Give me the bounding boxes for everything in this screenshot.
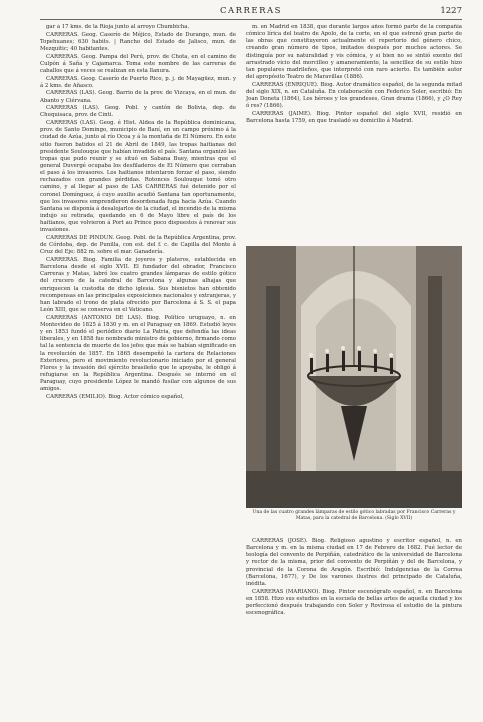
entry-text: CARRERAS (JOSÉ). Biog. Religioso agustino y escritor español, n. en Barcelona y m. en la misma ciudad en 17 de Febrero de 1682. Fué lector de teología del convento de Perpiñán, catedrático de la universidad de Barcelona y rector de la misma, prior del convento de Perpiñán y del de Barcelona, y provincial de la Corona de Aragón. Escribió: Indulgencias de la Correa (Barcelona, 1677), y De los varones ilustres del principado de Cataluña, inédita.: [246, 538, 462, 587]
entry-text: m. en Madrid en 1838, que durante largos años formó parte de la compañía cómico lírica del teatro de Apolo, de la corte, en el que estrenó gran parte de las obras que constituyeron actualmente el repertorio del género chico, creando gran número de tipos, imitados después por muchos actores. Se distinguía por su naturalidad y vis cómica, y si bien no se sintió exento del arrastrado vicio del morcilleo y amaneramiento, la sencillez de su estilo hizo tan populares madrileños, que interpretó con raro acierto. Es también autor del apropósito Teatro de Maravillas (1886).: [246, 24, 462, 81]
dictionary-entry: [246, 24, 462, 81]
page-number: 1227: [440, 6, 462, 16]
dictionary-entry: [40, 315, 236, 394]
page-header: [40, 6, 462, 18]
dictionary-entry: [40, 32, 236, 53]
figure-caption: Una de las cuatro grandes lámparas de estilo gótico labradas por Francisco Carreras y Matas, para la catedral de Barcelona. (Siglo XVII): [252, 510, 456, 521]
entry-text: CARRERAS DE PINDUN. Geog. Pobl. de la República Argentina, prov. de Córdoba, dep. de Punilla, con est. del f. c. de Capilla del Monte á Cruz del Eje; 882 m. sobre el mar. Ganadería.: [40, 235, 236, 256]
entry-text: CARRERAS (ENRIQUE). Biog. Autor dramático español, de la segunda mitad del siglo XIX, n. en Cataluña. En colaboración con Federico Soler, escribió: En Joan Doneta (1864), Los héroes y los grandeses, Gran drama (1866), y ¿O Rey ó res? (1866).: [246, 81, 462, 110]
dictionary-entry: [40, 120, 236, 235]
entry-text: CARRERAS. Geog. Pampa del Perú, prov. de Chota, en el camino de Culpón á Saña y Cajamarca. Toma este nombre de las carreras de caballos que á veces se realizan en esta llanura.: [40, 53, 236, 74]
right-column-bottom: [246, 538, 462, 716]
dictionary-entry: [40, 257, 236, 314]
dictionary-entry: [40, 90, 236, 104]
dictionary-entry: [246, 82, 462, 111]
right-column-top: [246, 24, 462, 242]
entry-text: CARRERAS (LAS). Geog. Barrio de la prov. de Vizcaya, en el mun. de Abanto y Ciérvana.: [40, 90, 236, 104]
dictionary-entry: [246, 538, 462, 588]
header-rule: [40, 19, 462, 20]
entry-text: CARRERAS (MARIANO). Biog. Pintor escenógrafo español, n. en Barcelona en 1858. Hizo sus estudios en la escuela de bellas artes de aquella ciudad y los perfeccionó después trabajando con Soler y Rovirosa el estudio de la pintura escenográfica.: [246, 588, 462, 617]
dictionary-entry: [40, 105, 236, 119]
left-column: [40, 24, 236, 714]
entry-text: CARRERAS (EMILIO). Biog. Actor cómico español,: [46, 393, 184, 400]
dictionary-entry: [246, 111, 462, 125]
dictionary-entry: [40, 235, 236, 256]
chandelier-photograph: [246, 246, 462, 508]
dictionary-entry: [40, 76, 236, 90]
entry-text: CARRERAS (ANTONIO DE LAS). Biog. Político uruguayo, n. en Montevideo de 1825 á 1830 y m. en el Paraguay en 1869. Estudió leyes y en 1853 fundó el periódico diario La Patria, que defendía las ideas liberales, y en 1858 fue nombrado ministro de gobierno, firmando como tal la sentencia de muerte de los jefes que más se habían significado en la revolución de 1857. En 1865 desempeñó la cartera de Relaciones Exteriores, pero el movimiento revolucionario iniciado por el general Flores y la invasión del ejército brasileño que le apoyaba, le obligó á refugiarse en la República Argentina. Después se internó en el Paraguay, cuyo presidente López le mandó fusilar con algunos de sus amigos.: [40, 314, 236, 393]
entry-text: gar á 17 kms. de la Rioja junto al arroyo Chumbicha.: [46, 24, 190, 30]
gothic-lamp-illustration: [246, 246, 462, 508]
dictionary-entry: [40, 24, 236, 31]
entry-text: CARRERAS (JAIME). Biog. Pintor español del siglo XVII, residió en Barcelona hasta 1759, en que trasladó su domicilio á Madrid.: [246, 110, 462, 125]
entry-text: CARRERAS. Geog. Caserío de Méjico, Estado de Durango, mun. de Topehuanes; 630 habits. | Rancho del Estado de Jalisco, mun. de Mezquitic; 40 habitantes.: [40, 31, 236, 52]
dictionary-entry: [246, 589, 462, 618]
entry-text: CARRERAS. Geog. Caserío de Puerto Rico, p. j. de Mayagüez, mun. y á 2 kms. de Añasco.: [40, 75, 236, 89]
entry-text: CARRERAS (LAS). Geog. é Hist. Aldea de la República dominicana, prov. de Santo Domingo, municipio de Baní, en un campo próximo á la ciudad de Azúa, junto al río Ocoa y á la montaña de El Número. En este sitio fueron batidos el 21 de Abril de 1849, las tropas haitianas del presidente Soulouque que habían invadido el país. Santana organizó las tropas que pudo reunir y se situó en Sabana Buey, mientras que el general Duvergé ocupaba los desfiladeros de El Número que cerraban el paso á los invasores. Los haitianos intentaron forzar el paso, siendo rechazados con grandes pérdidas. Rotonces Soulouque tomó otro camino, y al llegar al paso de LAS CARRERAS fué detenido por el coronel Domínguez, á cuyo auxilio acudió Santana tan oportunamente, que los invasores emprendieron desordenada fuga hacia Azúa. Cuando Santana se disponía á desalojarlos de la ciudad, el incendio de la misma indujo su retirada, quedando en 6 de Mayo libre el país de los haitianos, que volvieron á Port au Prince poco dispuestos á renovar sus invasiones.: [40, 120, 236, 234]
running-head: CARRERAS: [219, 6, 282, 16]
entry-text: CARRERAS (LAS). Geog. Pobl. y cantón de Bolivia, dep. de Chuquisaca, prov. de Cinti.: [40, 105, 236, 119]
entry-text: CARRERAS. Biog. Familia de joyeros y plateros, establecida en Barcelona desde el siglo XVII. El fundador del obrador, Francisco Carreras y Matas, labró los cuatro grandes lámparas de estilo gótico del crucero de la catedral de Barcelona y algunas alhajas que enriquecen la custodia de dicho iglesia. Sus bisnietos han obtenido recompensas en las principales exposiciones nacionales y extranjeras, y han labrado el trono de plata ofrecido por Barcelona á S. S. el papa León XIII, que se conserva en el Vaticano.: [40, 257, 236, 314]
dictionary-entry: [40, 54, 236, 75]
dictionary-entry: [40, 394, 236, 401]
